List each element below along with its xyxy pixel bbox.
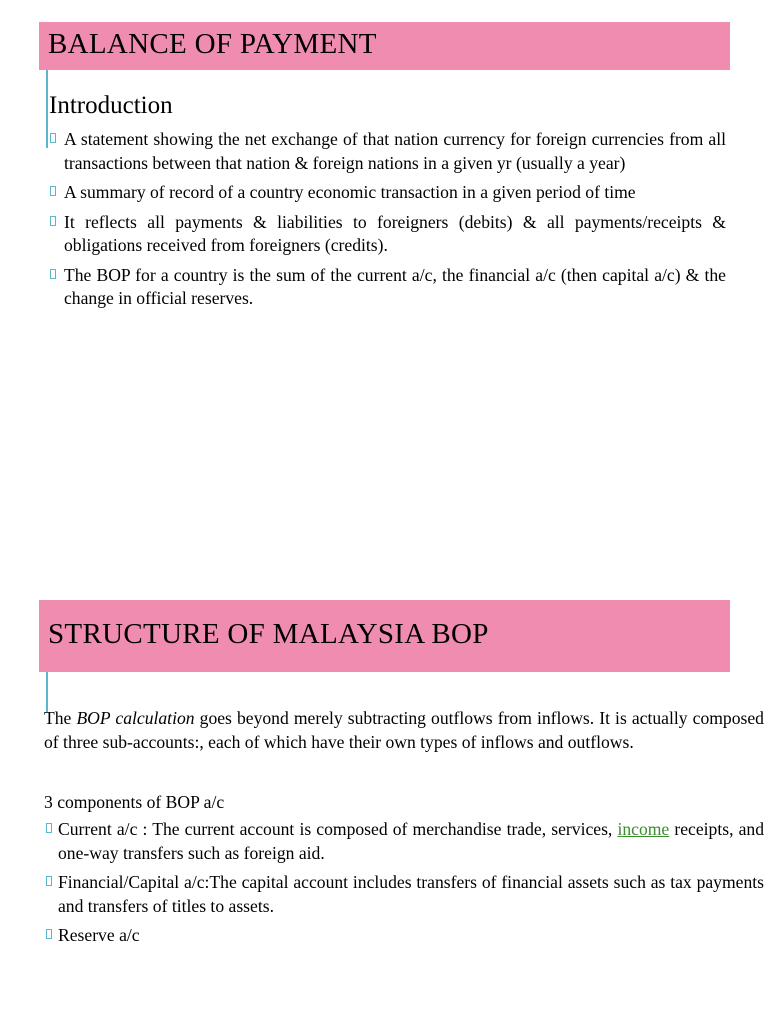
bullet-item-financial-capital-account <box>44 871 764 918</box>
bullet-text: A summary of record of a country economic transaction in a given period of time <box>64 182 636 202</box>
title-bar <box>39 22 730 70</box>
bullet-icon <box>46 876 52 886</box>
accent-line <box>46 672 48 712</box>
bullet-text-continued: receipts, and one-way transfers such as foreign aid. <box>58 819 765 863</box>
income-link[interactable]: income <box>617 819 670 839</box>
title-bar <box>39 600 730 672</box>
bullet-item-reserve-account <box>44 924 764 948</box>
bullet-item <box>48 181 726 205</box>
intro-suffix: goes beyond merely subtracting outflows from inflows. It is actually composed of three sub-accounts:, each of which have their own types of inflows and outflows. <box>44 708 764 752</box>
bullet-icon <box>50 133 56 143</box>
bullet-text: It reflects all payments & liabilities to foreigners (debits) & all payments/receipts & obligations received from foreigners (credits). <box>64 211 726 255</box>
bullet-item <box>48 264 726 311</box>
bullet-icon <box>50 186 56 196</box>
bullet-list <box>44 818 764 954</box>
intro-prefix: The <box>44 708 77 728</box>
bullet-icon <box>46 929 52 939</box>
bullet-list <box>48 128 726 317</box>
components-heading: 3 components of BOP a/c <box>44 792 225 812</box>
bullet-text: The BOP for a country is the sum of the current a/c, the financial a/c (then capital a/c) & the change in official reserves. <box>64 264 726 308</box>
slide-title: BALANCE OF PAYMENT <box>48 28 377 60</box>
bullet-text: Current a/c : The current account is composed of merchandise trade, services, <box>58 819 618 839</box>
intro-emphasis: BOP calculation <box>76 708 195 728</box>
slide-title: STRUCTURE OF MALAYSIA BOP <box>48 618 489 650</box>
bullet-text: Financial/Capital a/c:The capital account includes transfers of financial assets such as tax payments and transfers of titles to assets. <box>58 872 764 916</box>
slide-subtitle: Introduction <box>49 92 173 119</box>
bullet-icon <box>50 269 56 279</box>
bullet-text: Reserve a/c <box>58 925 140 945</box>
intro-paragraph <box>44 707 764 754</box>
bullet-text: A statement showing the net exchange of that nation currency for foreign currencies from all transactions between that nation & foreign nations in a given yr (usually a year) <box>64 129 726 173</box>
bullet-icon <box>46 823 52 833</box>
bullet-icon <box>50 216 56 226</box>
bullet-item <box>48 128 726 175</box>
bullet-item-current-account <box>44 818 764 865</box>
bullet-item <box>48 211 726 258</box>
slide-structure-of-malaysia-bop <box>0 512 768 1024</box>
